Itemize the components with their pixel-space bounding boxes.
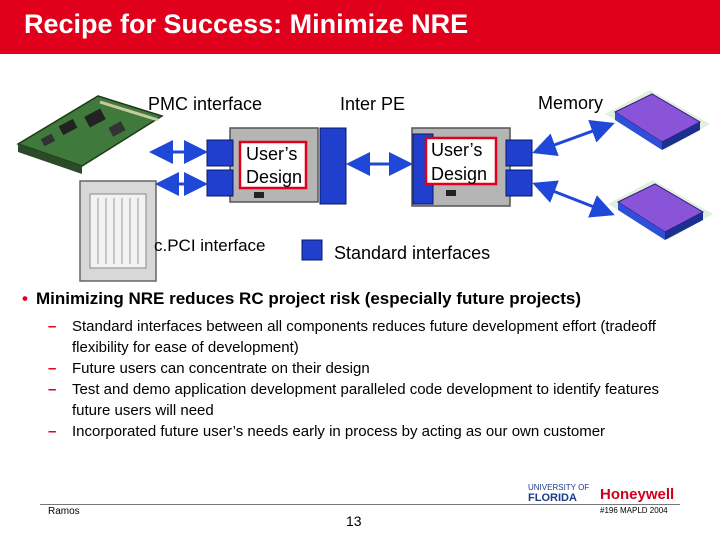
chip2-memory-interface-block-2 bbox=[506, 170, 532, 196]
cpci-chassis-image bbox=[80, 181, 156, 281]
inter-pe-interface-block bbox=[320, 128, 346, 204]
users-design-2-line1: User’s bbox=[431, 140, 483, 160]
slide-title: Recipe for Success: Minimize NRE bbox=[24, 9, 469, 39]
standard-interfaces-legend-swatch bbox=[302, 240, 322, 260]
users-design-1-line1: User’s bbox=[246, 144, 298, 164]
page-number: 13 bbox=[346, 513, 362, 529]
inter-pe-label: Inter PE bbox=[340, 94, 406, 114]
sub-bullet-4 bbox=[48, 421, 698, 442]
memory-chip-1-image bbox=[605, 90, 710, 150]
footer-divider bbox=[40, 504, 680, 505]
architecture-diagram bbox=[0, 54, 720, 284]
fpga-chip-1 bbox=[207, 128, 318, 202]
sub-bullet-3 bbox=[48, 379, 698, 421]
main-bullet bbox=[22, 289, 581, 309]
pmc-board-image bbox=[18, 96, 162, 174]
chip2-memory-interface-block-1 bbox=[506, 140, 532, 166]
users-design-1-line2: Design bbox=[246, 167, 303, 187]
sub-bullet-1 bbox=[48, 316, 698, 358]
dash-marker: – bbox=[48, 360, 57, 377]
users-design-2-line2: Design bbox=[431, 164, 488, 184]
conference-id: #196 MAPLD 2004 bbox=[600, 506, 668, 515]
sub-bullet-list bbox=[48, 316, 698, 442]
sub-bullet-1-text: Standard interfaces between all components reduces future development effort (tradeoff flexibility for ease of development) bbox=[72, 318, 656, 356]
title-bar bbox=[0, 0, 720, 54]
sub-bullet-2-text: Future users can concentrate on their design bbox=[72, 360, 370, 377]
sub-bullet-4-text: Incorporated future user’s needs early in process by acting as our own customer bbox=[72, 423, 606, 440]
memory-label: Memory bbox=[538, 93, 604, 113]
main-bullet-text: Minimizing NRE reduces RC project risk (especially future projects) bbox=[35, 289, 582, 308]
chip1-cpci-interface-block bbox=[207, 170, 233, 196]
standard-interfaces-label: Standard interfaces bbox=[334, 243, 491, 263]
bullet-marker: • bbox=[22, 289, 28, 308]
uf-logo-line1: UNIVERSITY OF bbox=[528, 483, 590, 492]
chip1-pmc-interface-block bbox=[207, 140, 233, 166]
dash-marker: – bbox=[48, 318, 57, 335]
cpci-interface-label: c.PCI interface bbox=[154, 236, 266, 255]
sub-bullet-2 bbox=[48, 358, 698, 379]
uf-logo-line2: FLORIDA bbox=[528, 492, 577, 504]
honeywell-logo: Honeywell bbox=[600, 486, 675, 503]
memory-chip-2-image bbox=[608, 180, 713, 240]
uf-logo bbox=[528, 484, 589, 504]
footer-author: Ramos bbox=[48, 506, 80, 517]
sub-bullet-3-text: Test and demo application development paralleled code development to identify features future users will need bbox=[72, 381, 660, 419]
dash-marker: – bbox=[48, 423, 57, 440]
connection-arrows bbox=[152, 124, 612, 214]
pmc-interface-label: PMC interface bbox=[148, 94, 263, 114]
dash-marker: – bbox=[48, 381, 57, 398]
